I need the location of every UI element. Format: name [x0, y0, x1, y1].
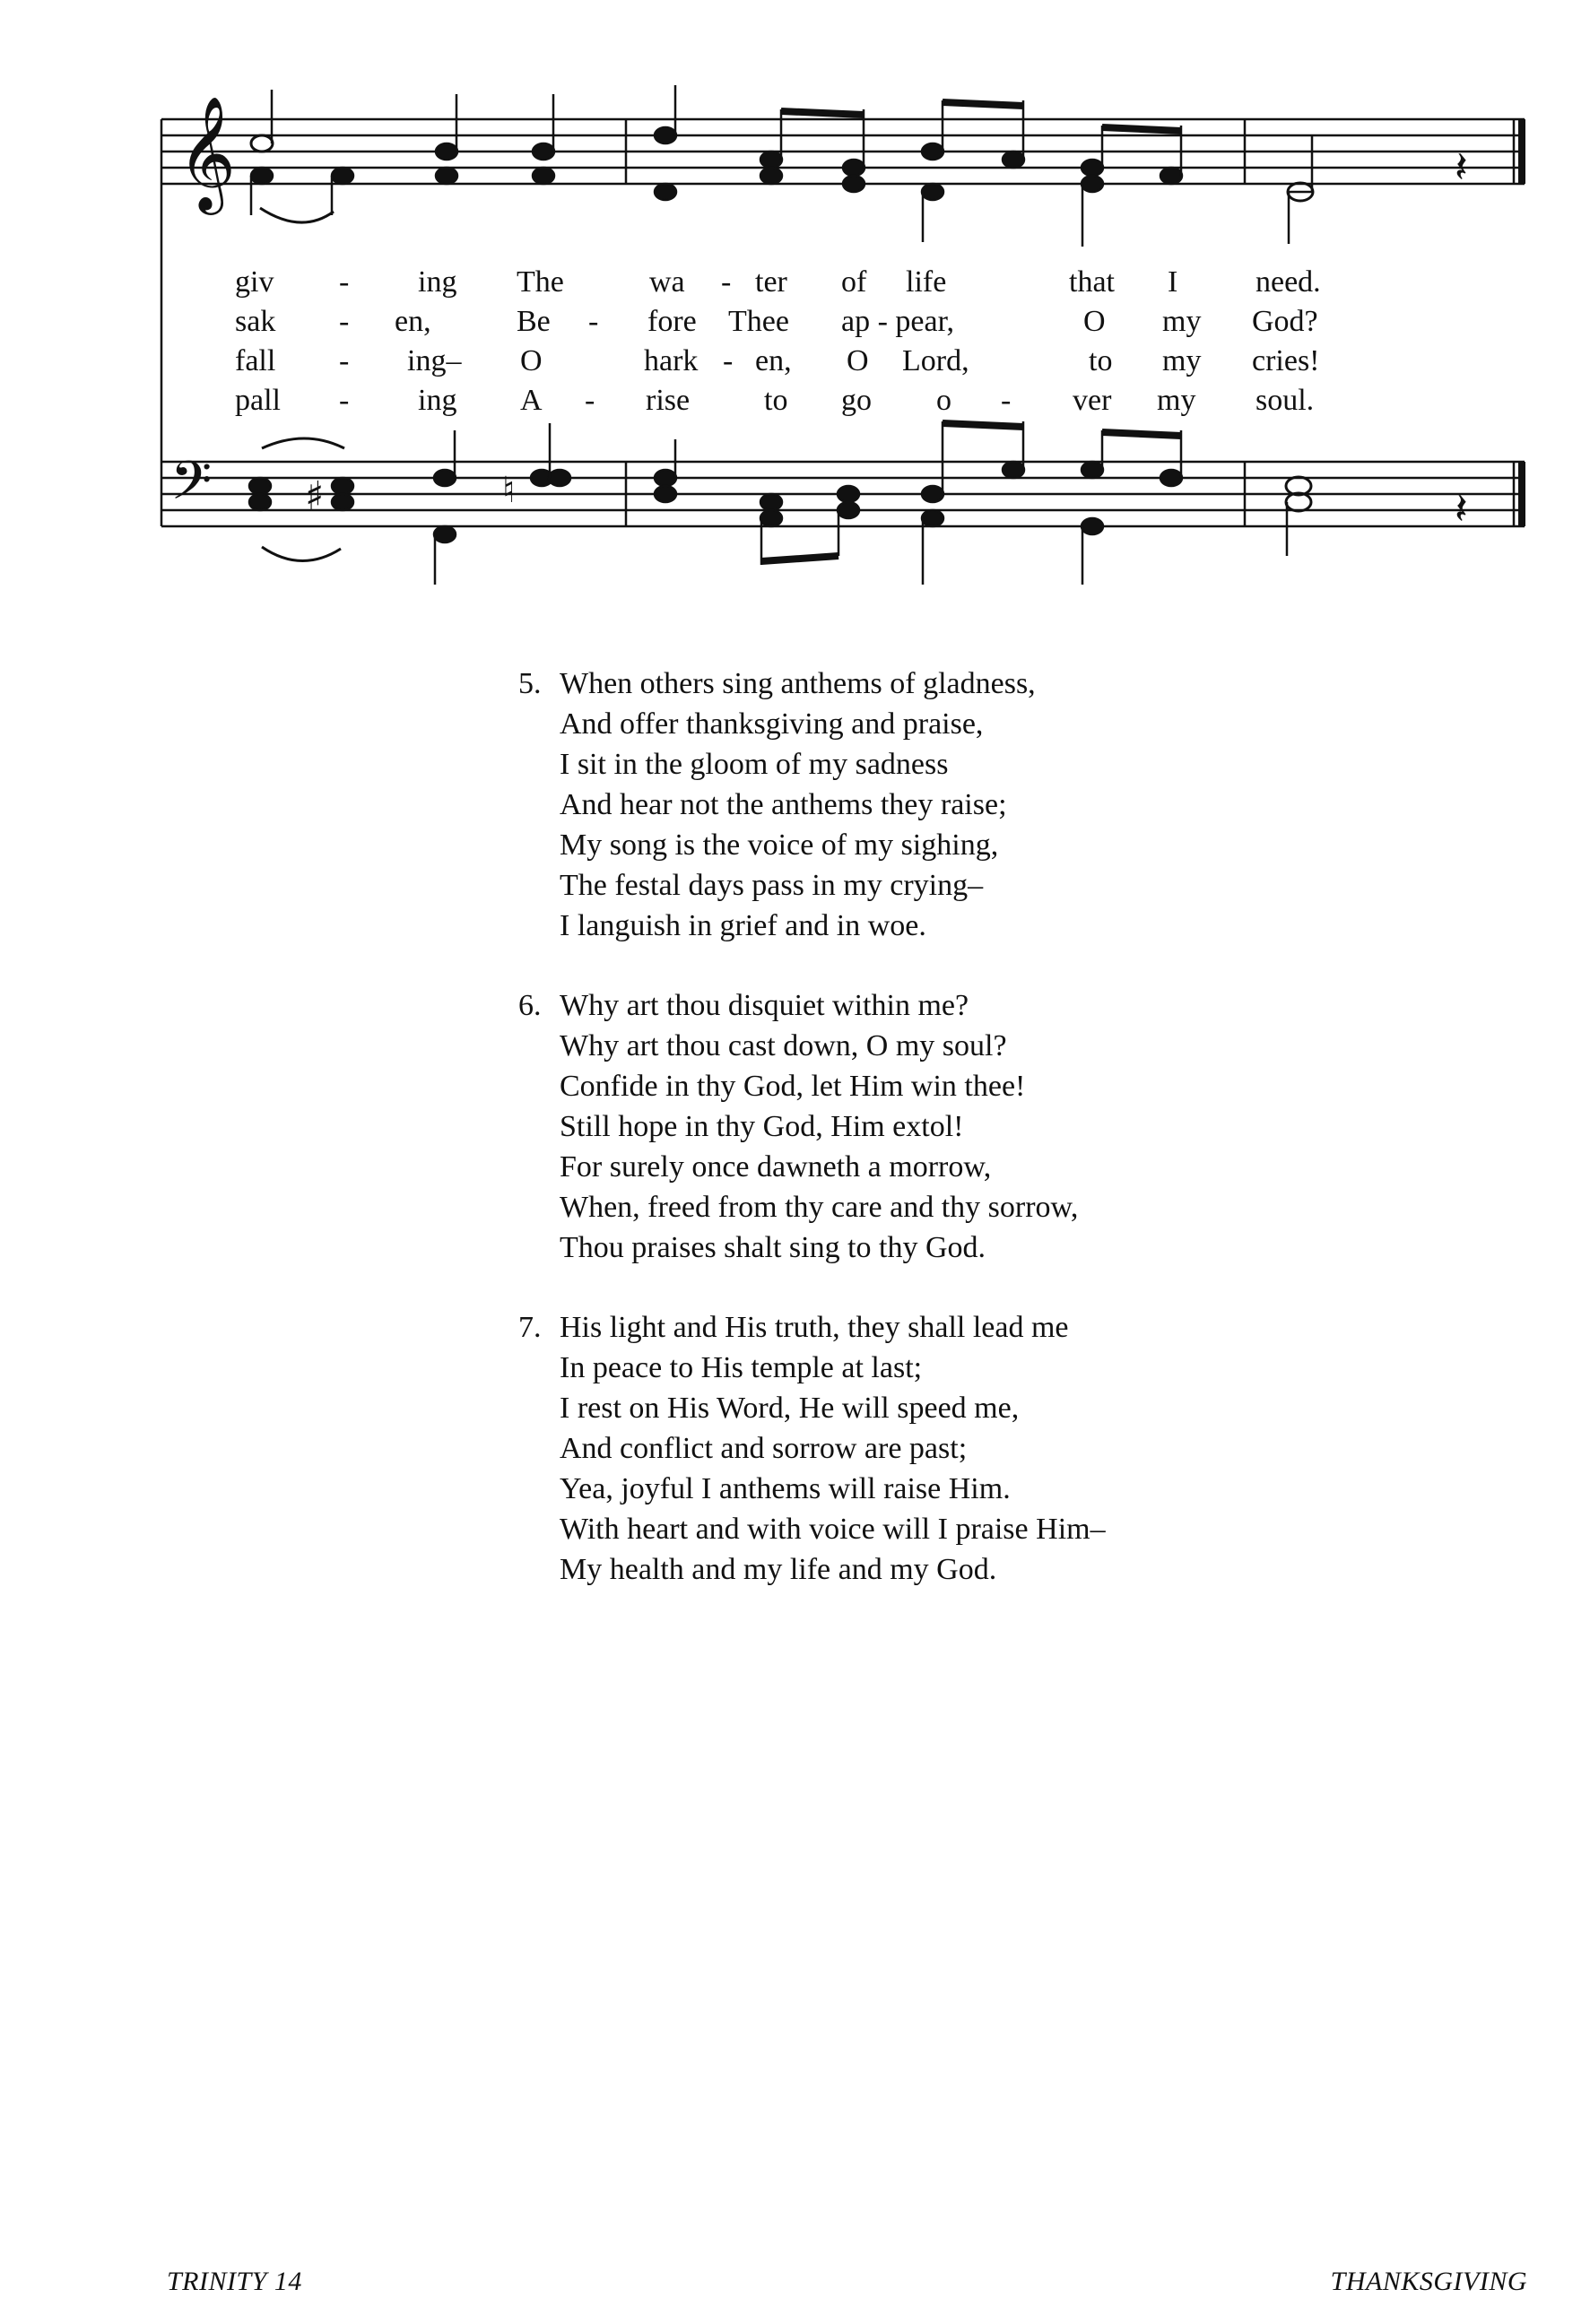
verse-text: Yea, joyful I anthems will raise Him. [560, 1472, 1011, 1505]
lyric-syllable: Thee [728, 305, 789, 338]
verse-line [518, 906, 1415, 946]
lyric-syllable: Be [517, 305, 551, 338]
verse-line [518, 1307, 1415, 1348]
lyric-syllable: to [764, 384, 788, 417]
verse-text: My song is the voice of my sighing, [560, 828, 999, 862]
lyric-syllable: - [721, 265, 732, 299]
lyric-syllable: cries! [1252, 344, 1320, 377]
lyric-syllable: ing [418, 265, 457, 299]
lyric-syllable: ap - pear, [841, 305, 955, 338]
verse-number: 6. [518, 989, 542, 1022]
final-barline [1518, 119, 1525, 184]
verse-7 [518, 1307, 1415, 1590]
verse-text: For surely once dawneth a morrow, [560, 1150, 992, 1184]
verse-line [518, 825, 1415, 865]
verses [518, 663, 1415, 1629]
lyric-syllable: my [1162, 344, 1202, 377]
verse-text: In peace to His temple at last; [560, 1351, 923, 1384]
quarter-rest-icon: 𝄽 [1455, 143, 1468, 193]
treble-staff [161, 119, 1525, 184]
lyric-syllable: hark [644, 344, 699, 377]
verse-text: And hear not the anthems they raise; [560, 788, 1007, 821]
verse-line [518, 744, 1415, 785]
lyric-syllable: my [1157, 384, 1196, 417]
quarter-rest-icon-bass: 𝄽 [1455, 484, 1468, 534]
lyric-syllable: Lord, [902, 344, 969, 377]
verse-line [518, 1227, 1415, 1268]
verse-line [518, 1026, 1415, 1066]
lyric-syllable: giv [235, 265, 274, 299]
lyric-syllable: en, [755, 344, 792, 377]
verse-number: 7. [518, 1311, 542, 1344]
lyric-syllable: ing– [407, 344, 462, 377]
lyric-syllable: - [339, 265, 350, 299]
lyric-syllable: The [517, 265, 564, 299]
verse-line [518, 1388, 1415, 1428]
verse-5 [518, 663, 1415, 946]
lyric-syllable: fore [647, 305, 697, 338]
verse-text: With heart and with voice will I praise Him– [560, 1513, 1106, 1546]
lyric-syllable: O [847, 344, 869, 377]
lyric-syllable: fall [235, 344, 276, 377]
lyric-syllable: sak [235, 305, 276, 338]
lyric-syllable: A [520, 384, 543, 417]
verse-text: I rest on His Word, He will speed me, [560, 1392, 1020, 1425]
svg-text:♯: ♯ [305, 473, 325, 519]
lyric-syllable: to [1089, 344, 1113, 377]
verse-line [518, 1509, 1415, 1549]
verse-text: Why art thou disquiet within me? [560, 989, 969, 1022]
verse-text: I sit in the gloom of my sadness [560, 748, 949, 781]
lyric-syllable: go [841, 384, 872, 417]
lyric-syllable: - [723, 344, 734, 377]
verse-line [518, 1066, 1415, 1106]
lyric-syllable: God? [1252, 305, 1318, 338]
verse-6 [518, 985, 1415, 1268]
lyric-syllable: of [841, 265, 867, 299]
tie-bass-bottom [262, 547, 341, 561]
lyric-syllable: en, [395, 305, 431, 338]
lyric-syllable: - [1001, 384, 1012, 417]
verse-text: The festal days pass in my crying– [560, 869, 984, 902]
lyric-syllable: rise [646, 384, 691, 417]
lyric-syllable: - [339, 384, 350, 417]
lyric-syllable: O [1083, 305, 1106, 338]
lyric-syllable: my [1162, 305, 1202, 338]
tie-bass-top [262, 438, 344, 448]
verse-line [518, 1428, 1415, 1469]
treble-clef-icon: 𝄞 [178, 95, 237, 210]
bass-clef-icon: 𝄢 [170, 449, 213, 525]
lyric-syllable: ver [1073, 384, 1112, 417]
verse-text: I languish in grief and in woe. [560, 909, 926, 942]
verse-text: Still hope in thy God, Him extol! [560, 1110, 964, 1143]
verse-line [518, 1469, 1415, 1509]
verse-text: When others sing anthems of gladness, [560, 667, 1036, 700]
lyric-syllable: that [1069, 265, 1115, 299]
svg-text:♮: ♮ [502, 470, 516, 511]
verse-text: My health and my life and my God. [560, 1553, 997, 1586]
lyric-syllable: wa [649, 265, 685, 299]
verse-line [518, 1147, 1415, 1187]
verse-text: And offer thanksgiving and praise, [560, 707, 984, 741]
lyric-syllable: soul. [1255, 384, 1315, 417]
lyric-syllable: - [585, 384, 595, 417]
verse-line [518, 1549, 1415, 1590]
footer-right: THANKSGIVING [1330, 2267, 1527, 2296]
verse-text: And conflict and sorrow are past; [560, 1432, 968, 1465]
lyric-syllable: - [339, 344, 350, 377]
lyric-syllable: I [1168, 265, 1178, 299]
verse-text: Confide in thy God, let Him win thee! [560, 1070, 1026, 1103]
verse-text: His light and His truth, they shall lead me [560, 1311, 1069, 1344]
lyric-syllable: pall [235, 384, 281, 417]
lyric-syllable: O [520, 344, 543, 377]
lyric-syllable: ter [755, 265, 787, 299]
lyric-syllable: need. [1255, 265, 1321, 299]
lyric-syllable: ing [418, 384, 457, 417]
lyric-syllable: - [339, 305, 350, 338]
final-barline-bass [1518, 462, 1525, 526]
verse-text: When, freed from thy care and thy sorrow, [560, 1191, 1079, 1224]
verse-line [518, 1187, 1415, 1227]
verse-text: Thou praises shalt sing to thy God. [560, 1231, 986, 1264]
verse-line [518, 663, 1415, 704]
verse-line [518, 985, 1415, 1026]
lyric-syllable: - [588, 305, 599, 338]
verse-line [518, 785, 1415, 825]
verse-line [518, 865, 1415, 906]
tie [260, 208, 334, 222]
verse-text: Why art thou cast down, O my soul? [560, 1029, 1007, 1062]
verse-number: 5. [518, 667, 542, 700]
verse-line [518, 1348, 1415, 1388]
bass-notes [249, 421, 1311, 585]
verse-line [518, 704, 1415, 744]
verse-line [518, 1106, 1415, 1147]
lyric-syllable: life [906, 265, 947, 299]
treble-notes [251, 85, 1313, 247]
footer-left: TRINITY 14 [167, 2267, 302, 2296]
lyric-syllable: o [936, 384, 951, 417]
